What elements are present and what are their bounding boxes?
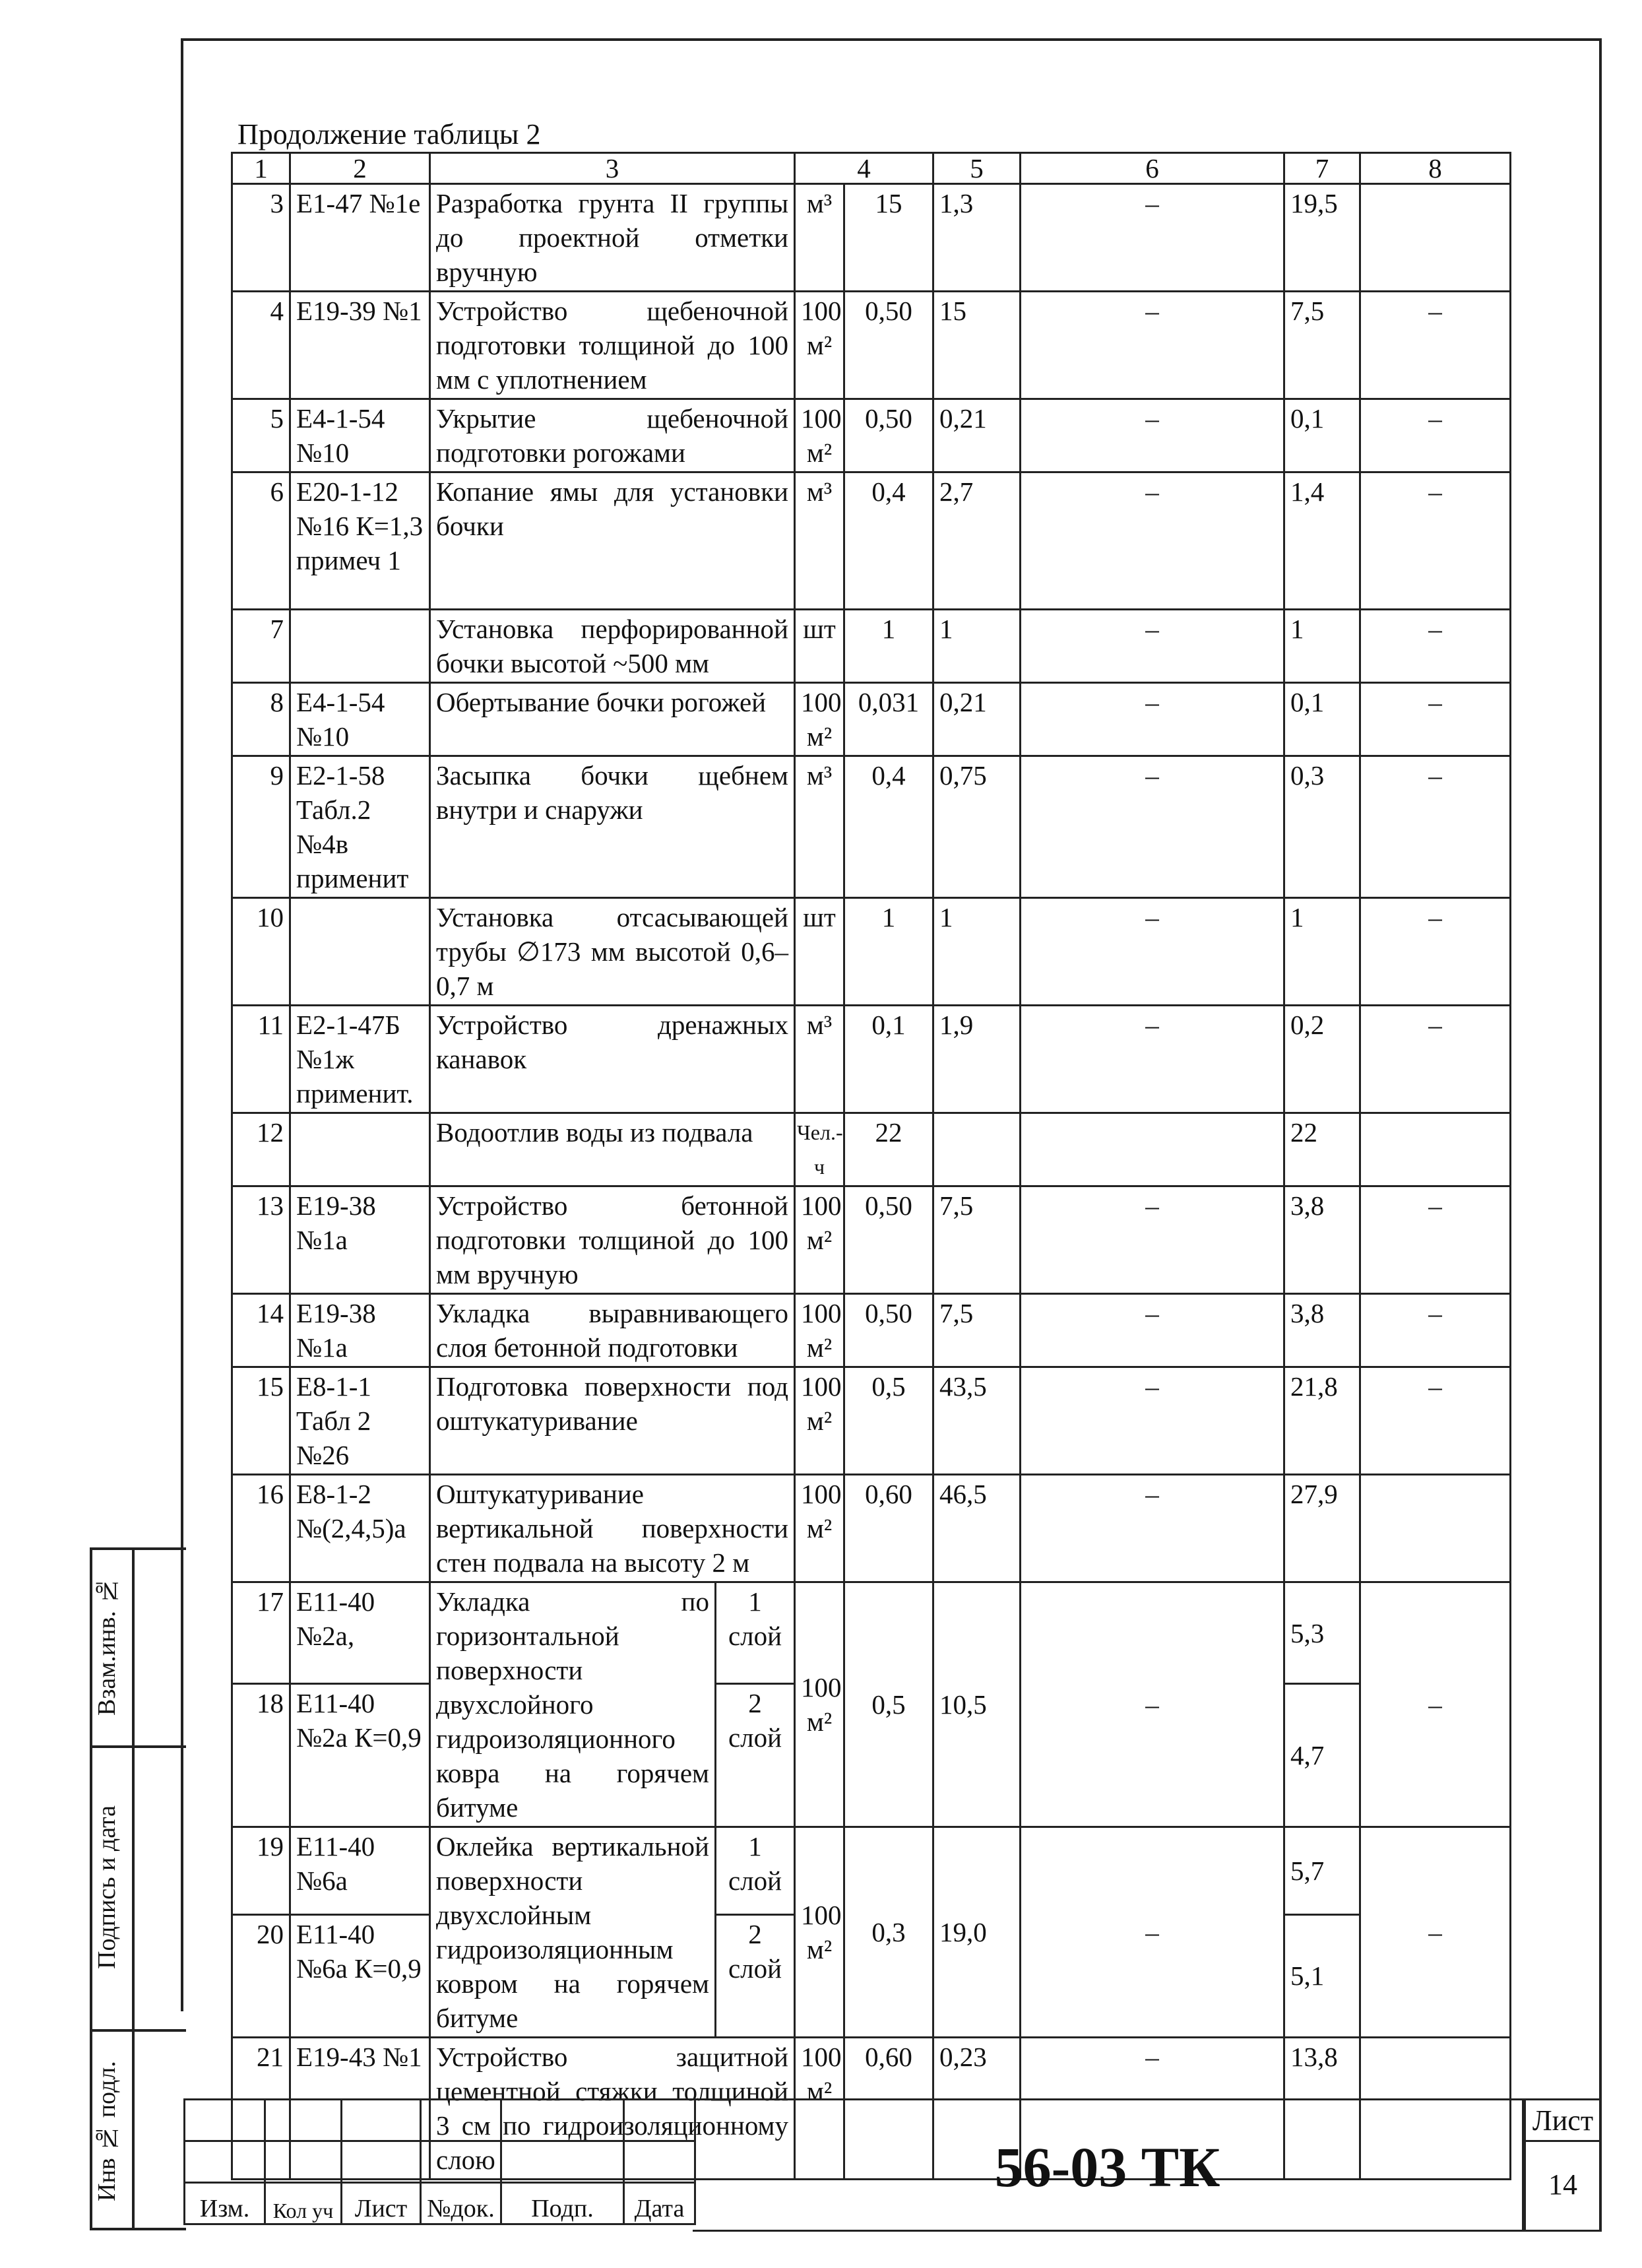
row-number: 3 bbox=[232, 184, 290, 292]
work-name: Установка перфорированной бочки высотой ~500 мм bbox=[430, 610, 795, 683]
title-block-table bbox=[183, 2098, 696, 2225]
col-6-value: 19,0 bbox=[933, 1827, 1021, 2038]
norm-code: Е11-40 №6а К=0,9 bbox=[290, 1914, 430, 2037]
col-8-value: 0,1 bbox=[1284, 399, 1360, 472]
col-9-value: – bbox=[1360, 472, 1511, 610]
col-6-value: 0,21 bbox=[933, 399, 1021, 472]
col-9-value: – bbox=[1360, 399, 1511, 472]
col-5-value: 15 bbox=[844, 184, 933, 292]
work-name: Установка отсасывающей трубы ∅173 мм высотой 0,6–0,7 м bbox=[430, 898, 795, 1006]
col-8-value: 4,7 bbox=[1284, 1684, 1360, 1827]
norm-code: Е4-1-54 №10 bbox=[290, 683, 430, 756]
col-7-value: – bbox=[1021, 184, 1284, 292]
row-number: 4 bbox=[232, 292, 290, 399]
norm-code bbox=[290, 1113, 430, 1186]
work-name: Подготовка поверхности под оштукатуривание bbox=[430, 1367, 795, 1475]
norm-code: Е20-1-12 №16 К=1,3 примеч 1 bbox=[290, 472, 430, 610]
col-5-value: 0,50 bbox=[844, 1186, 933, 1294]
work-name: Копание ямы для установки бочки bbox=[430, 472, 795, 610]
header-cell: 8 bbox=[1360, 153, 1511, 184]
header-cell: 4 bbox=[795, 153, 933, 184]
row-number: 9 bbox=[232, 756, 290, 898]
table-row bbox=[232, 1475, 1511, 1582]
work-name: Обертывание бочки рогожей bbox=[430, 683, 795, 756]
header-cell: 3 bbox=[430, 153, 795, 184]
col-9-value bbox=[1360, 1113, 1511, 1186]
col-5-value: 0,60 bbox=[844, 1475, 933, 1582]
layer-label: 1 слой bbox=[716, 1582, 795, 1684]
row-number: 5 bbox=[232, 399, 290, 472]
work-name: Водоотлив воды из подвала bbox=[430, 1113, 795, 1186]
frame-right-line bbox=[1599, 38, 1602, 2230]
col-6-value: 7,5 bbox=[933, 1186, 1021, 1294]
row-number: 6 bbox=[232, 472, 290, 610]
col-9-value: – bbox=[1360, 1294, 1511, 1367]
col-5-value: 1 bbox=[844, 898, 933, 1006]
row-number: 8 bbox=[232, 683, 290, 756]
norm-code: Е2-1-58 Табл.2 №4в применит bbox=[290, 756, 430, 898]
side-stamp-divider bbox=[132, 1547, 135, 2230]
col-7-value: – bbox=[1021, 1186, 1284, 1294]
col-7-value: – bbox=[1021, 756, 1284, 898]
col-8-value: 1 bbox=[1284, 610, 1360, 683]
col-5-value: 0,031 bbox=[844, 683, 933, 756]
col-8-value: 21,8 bbox=[1284, 1367, 1360, 1475]
unit: 100 м² bbox=[795, 2038, 844, 2180]
side-stamp-separator bbox=[90, 2029, 186, 2032]
col-7-value: – bbox=[1021, 610, 1284, 683]
work-name: Засыпка бочки щебнем внутри и снаружи bbox=[430, 756, 795, 898]
unit: 100 м² bbox=[795, 292, 844, 399]
row-number: 16 bbox=[232, 1475, 290, 1582]
col-9-value: – bbox=[1360, 610, 1511, 683]
table-row bbox=[232, 1186, 1511, 1294]
norm-code: Е1-47 №1е bbox=[290, 184, 430, 292]
works-table bbox=[231, 152, 1511, 2180]
sheet-label: Лист bbox=[1524, 2100, 1602, 2142]
col-8-value: 3,8 bbox=[1284, 1294, 1360, 1367]
col-7-value: – bbox=[1021, 1827, 1284, 2038]
col-6-value: 15 bbox=[933, 292, 1021, 399]
col-5-value: 0,5 bbox=[844, 1367, 933, 1475]
col-8-value: 1,4 bbox=[1284, 472, 1360, 610]
col-8-value: 0,2 bbox=[1284, 1006, 1360, 1113]
col-7-value: – bbox=[1021, 683, 1284, 756]
table-row bbox=[232, 610, 1511, 683]
work-name: Устройство щебеночной подготовки толщиной до 100 мм с уплотнением bbox=[430, 292, 795, 399]
unit: 100 м² bbox=[795, 399, 844, 472]
unit: 100 м² bbox=[795, 1367, 844, 1475]
col-6-value: 1,9 bbox=[933, 1006, 1021, 1113]
col-6-value: 1,3 bbox=[933, 184, 1021, 292]
col-9-value: – bbox=[1360, 1006, 1511, 1113]
work-name: Устройство дренажных канавок bbox=[430, 1006, 795, 1113]
col-5-value: 0,4 bbox=[844, 756, 933, 898]
row-number: 17 bbox=[232, 1582, 290, 1684]
norm-code: Е8-1-1 Табл 2 №26 bbox=[290, 1367, 430, 1475]
col-8-value: 5,3 bbox=[1284, 1582, 1360, 1684]
norm-code: Е11-40 №2а К=0,9 bbox=[290, 1684, 430, 1827]
col-9-value: – bbox=[1360, 683, 1511, 756]
col-6-value: 2,7 bbox=[933, 472, 1021, 610]
norm-code: Е19-38 №1а bbox=[290, 1294, 430, 1367]
row-number: 19 bbox=[232, 1827, 290, 1915]
table-caption: Продолжение таблицы 2 bbox=[237, 118, 541, 150]
col-8-value: 5,7 bbox=[1284, 1827, 1360, 1915]
col-9-value: – bbox=[1360, 756, 1511, 898]
col-6-value: 0,21 bbox=[933, 683, 1021, 756]
header-cell: 6 bbox=[1021, 153, 1284, 184]
col-8-value: 22 bbox=[1284, 1113, 1360, 1186]
col-5-value: 0,1 bbox=[844, 1006, 933, 1113]
unit: м³ bbox=[795, 472, 844, 610]
col-5-value: 0,3 bbox=[844, 1827, 933, 2038]
col-7-value: – bbox=[1021, 898, 1284, 1006]
sheet-number: 14 bbox=[1548, 2168, 1577, 2201]
norm-code: Е4-1-54 №10 bbox=[290, 399, 430, 472]
layer-label: 2 слой bbox=[716, 1684, 795, 1827]
col-6-value bbox=[933, 1113, 1021, 1186]
table-row bbox=[232, 683, 1511, 756]
col-8-value: 7,5 bbox=[1284, 292, 1360, 399]
work-name: Разработка грунта II группы до проектной отметки вручную bbox=[430, 184, 795, 292]
unit: м³ bbox=[795, 1006, 844, 1113]
norm-code: Е8-1-2 №(2,4,5)а bbox=[290, 1475, 430, 1582]
row-number: 13 bbox=[232, 1186, 290, 1294]
table-row bbox=[232, 1827, 1511, 1915]
row-number: 14 bbox=[232, 1294, 290, 1367]
norm-code bbox=[290, 610, 430, 683]
table-row bbox=[232, 756, 1511, 898]
col-8-value: 0,3 bbox=[1284, 756, 1360, 898]
unit: м³ bbox=[795, 184, 844, 292]
header-cell: 5 bbox=[933, 153, 1021, 184]
col-8-value: 13,8 bbox=[1284, 2038, 1360, 2180]
col-7-value: – bbox=[1021, 1294, 1284, 1367]
table-row bbox=[232, 292, 1511, 399]
stamp-list: Лист bbox=[342, 2183, 421, 2224]
col-7-value: – bbox=[1021, 1475, 1284, 1582]
unit: 100 м² bbox=[795, 1475, 844, 1582]
col-5-value: 0,4 bbox=[844, 472, 933, 610]
col-9-value bbox=[1360, 184, 1511, 292]
col-8-value: 3,8 bbox=[1284, 1186, 1360, 1294]
norm-code: Е11-40 №6а bbox=[290, 1827, 430, 1915]
row-number: 10 bbox=[232, 898, 290, 1006]
col-5-value: 22 bbox=[844, 1113, 933, 1186]
layer-label: 1 слой bbox=[716, 1827, 795, 1915]
col-9-value: – bbox=[1360, 898, 1511, 1006]
col-7-value: – bbox=[1021, 399, 1284, 472]
col-8-value: 0,1 bbox=[1284, 683, 1360, 756]
col-9-value bbox=[1360, 1475, 1511, 1582]
unit: 100 м² bbox=[795, 1294, 844, 1367]
table-row bbox=[232, 1294, 1511, 1367]
col-9-value: – bbox=[1360, 292, 1511, 399]
unit: 100 м² bbox=[795, 1186, 844, 1294]
col-7-value: – bbox=[1021, 1582, 1284, 1827]
unit: м³ bbox=[795, 756, 844, 898]
work-name: Устройство бетонной подготовки толщиной до 100 мм вручную bbox=[430, 1186, 795, 1294]
row-number: 12 bbox=[232, 1113, 290, 1186]
norm-code: Е11-40 №2а, bbox=[290, 1582, 430, 1684]
col-7-value: – bbox=[1021, 1006, 1284, 1113]
frame-top-line bbox=[181, 38, 1602, 41]
col-8-value: 5,1 bbox=[1284, 1914, 1360, 2037]
unit: шт bbox=[795, 898, 844, 1006]
row-number: 20 bbox=[232, 1914, 290, 2037]
col-6-value: 0,23 bbox=[933, 2038, 1021, 2180]
table-row bbox=[232, 898, 1511, 1006]
col-9-value: – bbox=[1360, 1186, 1511, 1294]
unit: шт bbox=[795, 610, 844, 683]
col-9-value: – bbox=[1360, 1827, 1511, 2038]
col-6-value: 1 bbox=[933, 898, 1021, 1006]
work-name: Устройство защитной цементной стяжки толщиной 3 см по гидроизоляционному слою bbox=[430, 2038, 795, 2180]
col-8-value: 19,5 bbox=[1284, 184, 1360, 292]
col-8-value: 1 bbox=[1284, 898, 1360, 1006]
col-5-value: 0,50 bbox=[844, 1294, 933, 1367]
layer-label: 2 слой bbox=[716, 1914, 795, 2037]
header-cell: 1 bbox=[232, 153, 290, 184]
unit: 100 м² bbox=[795, 1582, 844, 1827]
work-name: Оштукатуривание вертикальной поверхности стен подвала на высоту 2 м bbox=[430, 1475, 795, 1582]
header-cell: 7 bbox=[1284, 153, 1360, 184]
col-6-value: 43,5 bbox=[933, 1367, 1021, 1475]
col-5-value: 0,50 bbox=[844, 292, 933, 399]
stamp-izm: Изм. bbox=[185, 2183, 265, 2224]
table-row bbox=[232, 472, 1511, 610]
col-7-value: – bbox=[1021, 2038, 1284, 2180]
norm-code bbox=[290, 898, 430, 1006]
col-6-value: 46,5 bbox=[933, 1475, 1021, 1582]
table-row bbox=[232, 1006, 1511, 1113]
work-name: Оклейка вертикальной поверхности двухслойным гидроизоляционным ковром на горячем битуме bbox=[430, 1827, 716, 2038]
row-number: 7 bbox=[232, 610, 290, 683]
col-9-value: – bbox=[1360, 1582, 1511, 1827]
norm-code: Е2-1-47Б №1ж применит. bbox=[290, 1006, 430, 1113]
table-row bbox=[232, 399, 1511, 472]
table-row bbox=[232, 184, 1511, 292]
side-stamp-separator bbox=[90, 1745, 186, 1748]
unit: 100 м² bbox=[795, 1827, 844, 2038]
col-5-value: 0,50 bbox=[844, 399, 933, 472]
stamp-podp: Подп. bbox=[501, 2183, 624, 2224]
side-label-inv: Инв № подл. bbox=[93, 2061, 121, 2202]
work-name: Укладка выравнивающего слоя бетонной подготовки bbox=[430, 1294, 795, 1367]
col-7-value: – bbox=[1021, 292, 1284, 399]
stamp-kolvo: Кол уч bbox=[265, 2183, 342, 2224]
col-9-value: – bbox=[1360, 1367, 1511, 1475]
table-row bbox=[232, 1582, 1511, 1684]
col-7-value bbox=[1021, 1113, 1284, 1186]
work-name: Укладка по горизонтальной поверхности двухслойного гидроизоляционного ковра на горячем битуме bbox=[430, 1582, 716, 1827]
row-number: 15 bbox=[232, 1367, 290, 1475]
col-6-value: 7,5 bbox=[933, 1294, 1021, 1367]
unit: 100 м² bbox=[795, 683, 844, 756]
col-7-value: – bbox=[1021, 472, 1284, 610]
stamp-ndok: №док. bbox=[421, 2183, 501, 2224]
table-row bbox=[232, 1367, 1511, 1475]
norm-code: Е19-39 №1 bbox=[290, 292, 430, 399]
stamp-data: Дата bbox=[624, 2183, 695, 2224]
col-8-value: 27,9 bbox=[1284, 1475, 1360, 1582]
row-number: 11 bbox=[232, 1006, 290, 1113]
table-row bbox=[232, 1113, 1511, 1186]
norm-code: Е19-38 №1а bbox=[290, 1186, 430, 1294]
col-5-value: 1 bbox=[844, 610, 933, 683]
document-number: 56-03 ТК bbox=[693, 2098, 1524, 2232]
norm-code: Е19-43 №1 bbox=[290, 2038, 430, 2180]
col-6-value: 0,75 bbox=[933, 756, 1021, 898]
table-header-row bbox=[232, 153, 1511, 184]
unit: Чел.-ч bbox=[795, 1113, 844, 1186]
side-label-vzam: Взам.инв. № bbox=[93, 1576, 121, 1716]
col-6-value: 1 bbox=[933, 610, 1021, 683]
row-number: 18 bbox=[232, 1684, 290, 1827]
col-5-value: 0,60 bbox=[844, 2038, 933, 2180]
col-6-value: 10,5 bbox=[933, 1582, 1021, 1827]
col-5-value: 0,5 bbox=[844, 1582, 933, 1827]
work-name: Укрытие щебеночной подготовки рогожами bbox=[430, 399, 795, 472]
row-number: 21 bbox=[232, 2038, 290, 2180]
side-label-podpis: Подпись и дата bbox=[93, 1805, 121, 1970]
header-cell: 2 bbox=[290, 153, 430, 184]
col-7-value: – bbox=[1021, 1367, 1284, 1475]
